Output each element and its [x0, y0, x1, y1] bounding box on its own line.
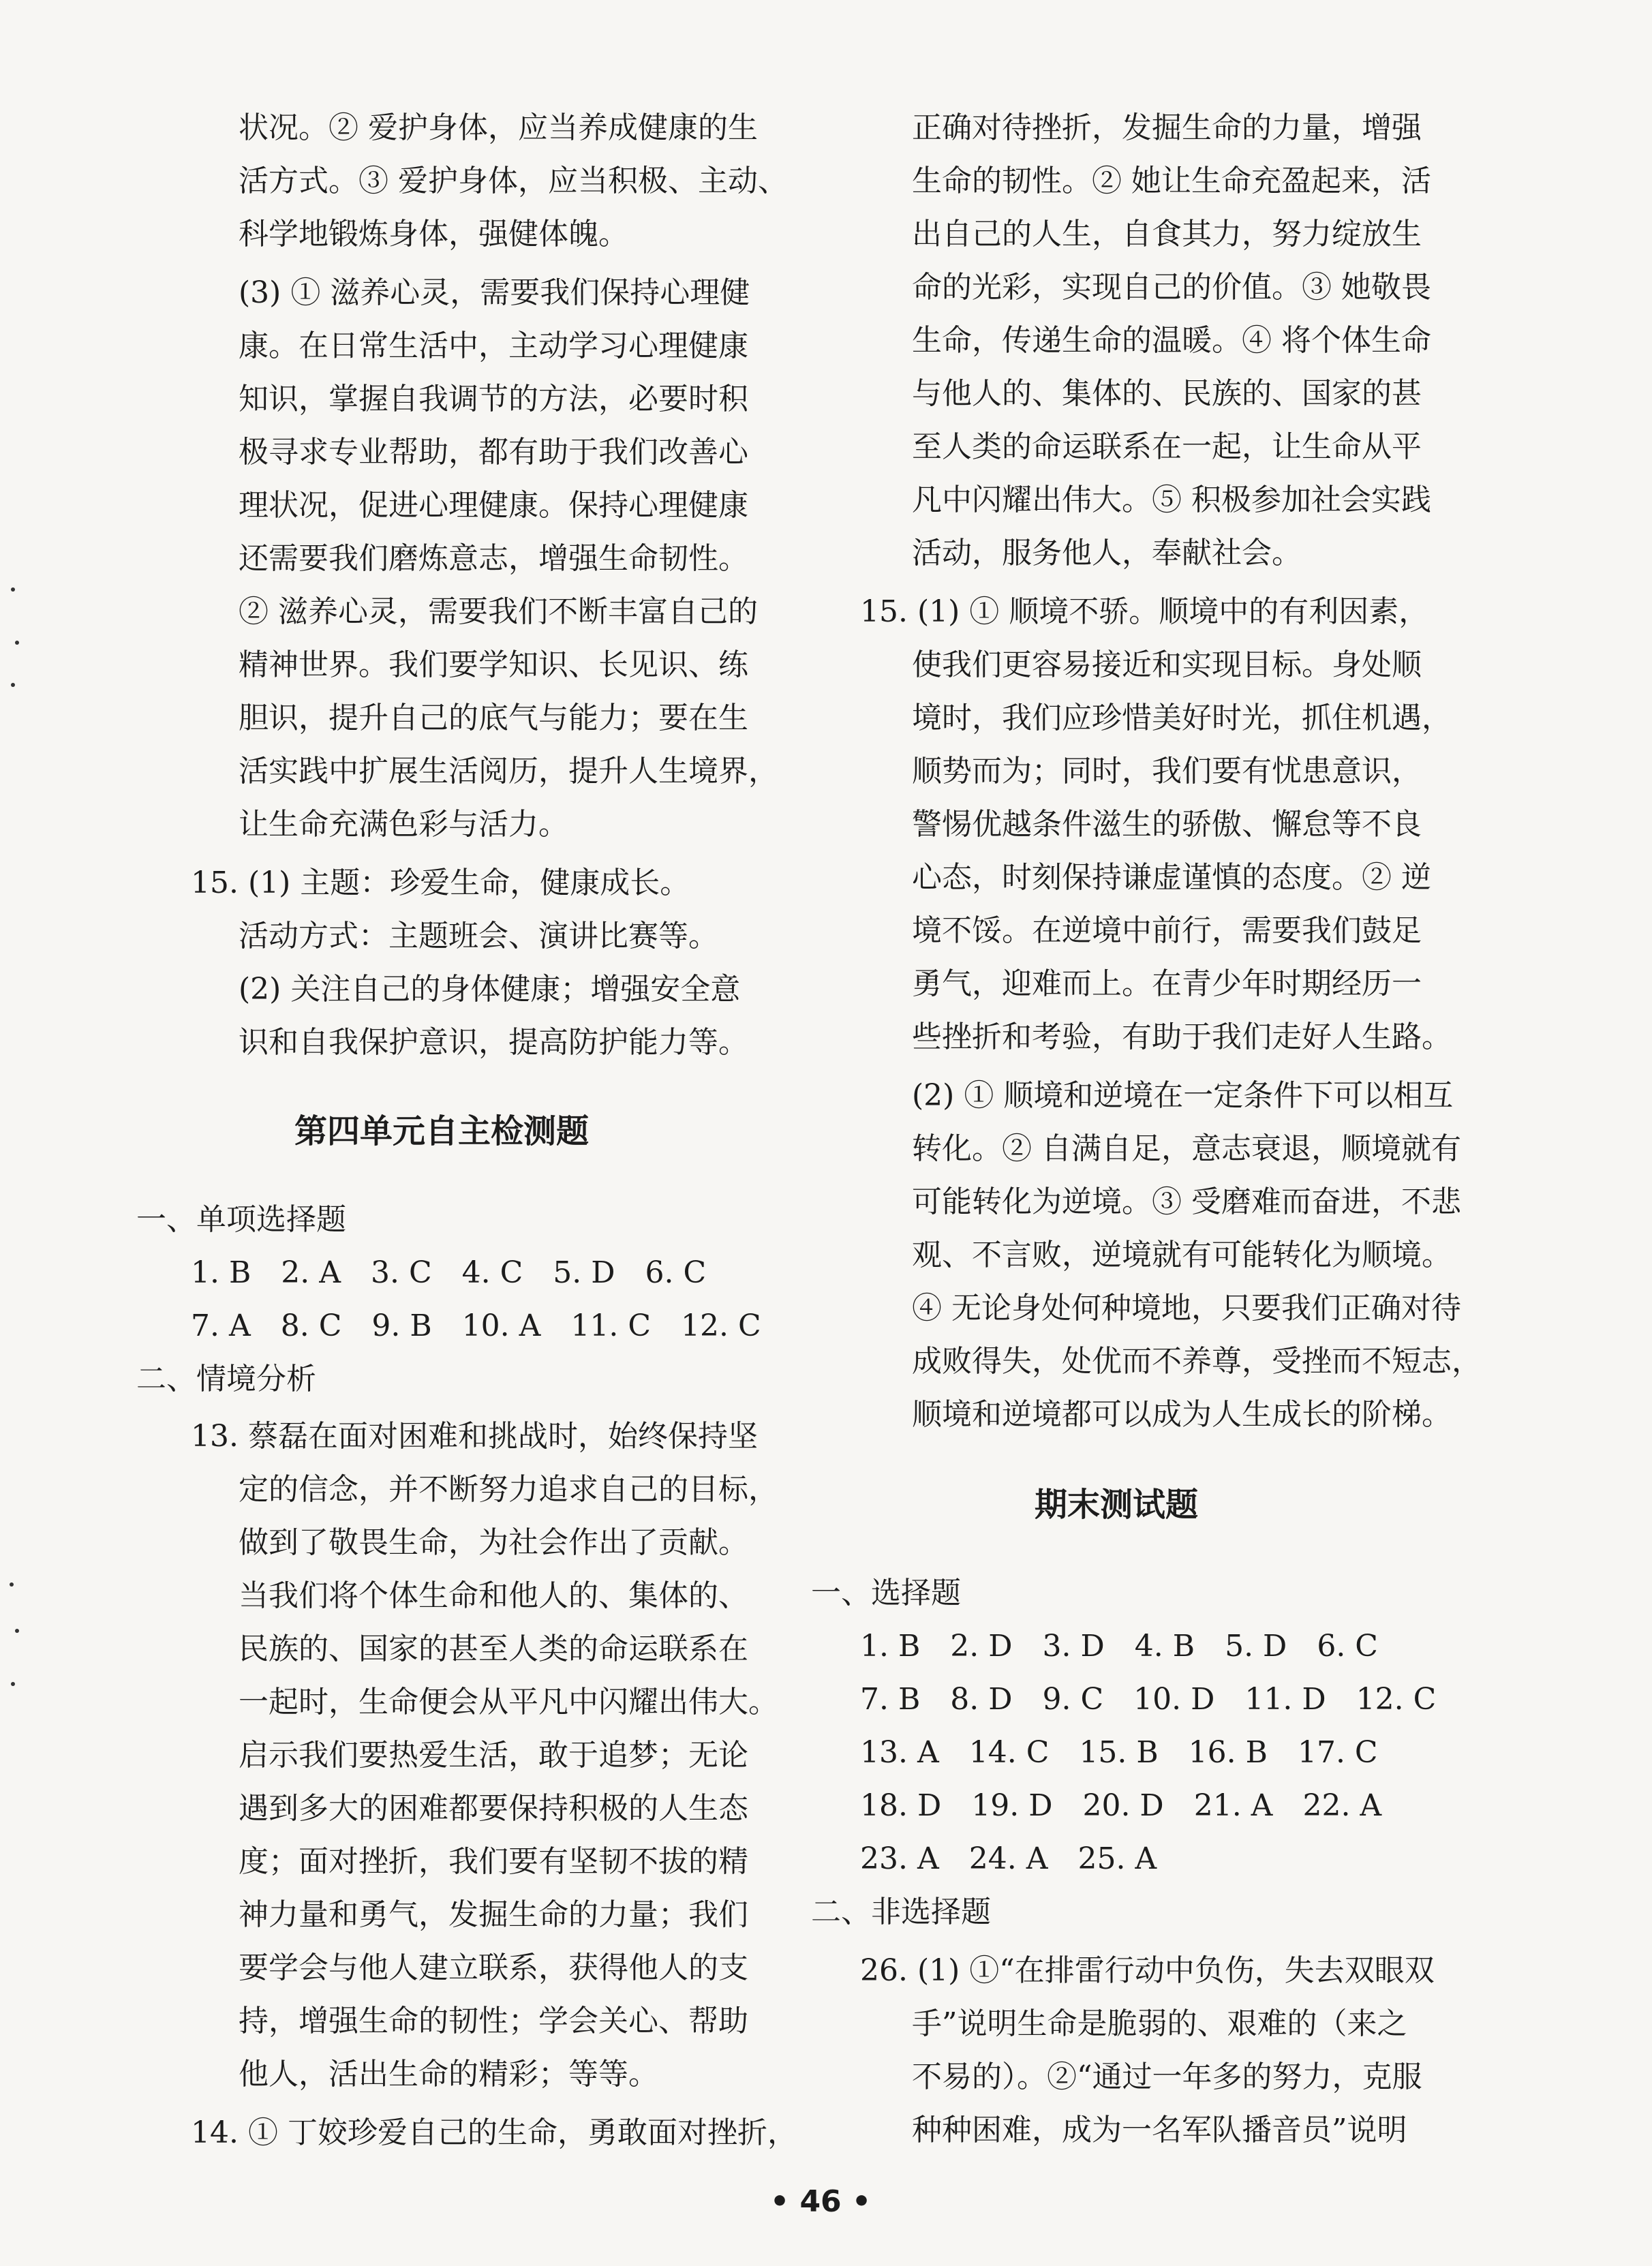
question-15: 15. (1) 主题：珍爱生命，健康成长。 — [191, 866, 690, 900]
text-line: (3) ① 滋养心灵，需要我们保持心理健 — [239, 275, 750, 310]
text-line: 顺势而为；同时，我们要有忧患意识， — [912, 754, 1422, 788]
text-line: 不易的）。②“通过一年多的努力，克服 — [912, 2060, 1422, 2094]
text-line: 心态，时刻保持谦虚谨慎的态度。② 逆 — [912, 860, 1431, 895]
text-line: 些挫折和考验，有助于我们走好人生路。 — [912, 1020, 1452, 1054]
text-line: 手”说明生命是脆弱的、艰难的（来之 — [912, 2006, 1407, 2041]
text-line: 定的信念，并不断努力追求自己的目标， — [239, 1472, 778, 1507]
answer-row: 13. A 14. C 15. B 16. B 17. C — [860, 1735, 1378, 1770]
text-line: 种种困难，成为一名军队播音员”说明 — [912, 2113, 1407, 2147]
scan-speck — [15, 641, 19, 645]
section-title: 一、选择题 — [811, 1576, 961, 1610]
text-line: 理状况，促进心理健康。保持心理健康 — [239, 488, 748, 523]
text-line: 至人类的命运联系在一起，让生命从平 — [912, 429, 1422, 464]
answer-row: 1. B 2. A 3. C 4. C 5. D 6. C — [191, 1255, 707, 1290]
section-heading: 第四单元自主检测题 — [294, 1112, 590, 1150]
text-line: 极寻求专业帮助，都有助于我们改善心 — [239, 435, 748, 470]
text-line: 识和自我保护意识，提高防护能力等。 — [239, 1025, 748, 1060]
scan-speck — [11, 587, 15, 592]
text-line: 一起时，生命便会从平凡中闪耀出伟大。 — [239, 1685, 778, 1719]
text-line: 正确对待挫折，发掘生命的力量，增强 — [912, 110, 1422, 145]
answer-row: 23. A 24. A 25. A — [860, 1841, 1157, 1876]
text-line: 科学地锻炼身体，强健体魄。 — [239, 217, 628, 251]
text-line: 勇气，迎难而上。在青少年时期经历一 — [912, 966, 1422, 1001]
scan-speck — [11, 683, 15, 687]
text-line: 知识，掌握自我调节的方法，必要时积 — [239, 382, 748, 416]
text-line: ④ 无论身处何种境地，只要我们正确对待 — [912, 1291, 1461, 1326]
text-line: 遇到多大的困难都要保持积极的人生态 — [239, 1791, 748, 1826]
text-line: 与他人的、集体的、民族的、国家的甚 — [912, 376, 1422, 411]
text-line: 活动，服务他人，奉献社会。 — [912, 536, 1302, 570]
answer-row: 7. A 8. C 9. B 10. A 11. C 12. C — [191, 1308, 761, 1343]
text-line: 活实践中扩展生活阅历，提升人生境界， — [239, 754, 778, 788]
text-line: 他人，活出生命的精彩；等等。 — [239, 2057, 658, 2092]
text-line: 转化。② 自满自足，意志衰退，顺境就有 — [912, 1131, 1461, 1166]
text-line: 让生命充满色彩与活力。 — [239, 807, 568, 842]
page-number: • 46 • — [770, 2184, 872, 2219]
text-line: 警惕优越条件滋生的骄傲、懈怠等不良 — [912, 807, 1422, 842]
text-line: 顺境和逆境都可以成为人生成长的阶梯。 — [912, 1397, 1452, 1432]
question-15-right: 15. (1) ① 顺境不骄。顺境中的有利因素， — [860, 594, 1429, 629]
text-line: 持，增强生命的韧性；学会关心、帮助 — [239, 2004, 748, 2038]
text-line: 境时，我们应珍惜美好时光，抓住机遇， — [912, 701, 1452, 735]
text-line: 康。在日常生活中，主动学习心理健康 — [239, 328, 748, 363]
scan-speck — [11, 1682, 15, 1686]
text-line: 状况。② 爱护身体，应当养成健康的生 — [239, 110, 758, 145]
text-line: 观、不言败，逆境就有可能转化为顺境。 — [912, 1238, 1452, 1272]
text-line: 胆识，提升自己的底气与能力；要在生 — [239, 701, 748, 735]
text-line: 使我们更容易接近和实现目标。身处顺 — [912, 647, 1422, 682]
question-14: 14. ① 丁姣珍爱自己的生命，勇敢面对挫折， — [191, 2115, 797, 2150]
text-line: 境不馁。在逆境中前行，需要我们鼓足 — [912, 913, 1422, 948]
text-line: 度；面对挫折，我们要有坚韧不拔的精 — [239, 1844, 748, 1879]
text-line: 当我们将个体生命和他人的、集体的、 — [239, 1578, 748, 1613]
text-line: 要学会与他人建立联系，获得他人的支 — [239, 1950, 748, 1985]
answer-row: 18. D 19. D 20. D 21. A 22. A — [860, 1788, 1382, 1823]
text-line: (2) 关注自己的身体健康；增强安全意 — [239, 972, 741, 1007]
scan-speck — [15, 1629, 19, 1633]
text-line: 出自己的人生，自食其力，努力绽放生 — [912, 217, 1422, 251]
text-line: 神力量和勇气，发掘生命的力量；我们 — [239, 1897, 748, 1932]
text-line: ② 滋养心灵，需要我们不断丰富自己的 — [239, 594, 758, 629]
text-line: 精神世界。我们要学知识、长见识、练 — [239, 647, 748, 682]
text-line: 凡中闪耀出伟大。⑤ 积极参加社会实践 — [912, 483, 1431, 517]
text-line: 生命，传递生命的温暖。④ 将个体生命 — [912, 323, 1431, 358]
section-title: 二、情境分析 — [136, 1362, 316, 1396]
answer-row: 1. B 2. D 3. D 4. B 5. D 6. C — [860, 1629, 1378, 1664]
question-13: 13. 蔡磊在面对困难和挑战时，始终保持坚 — [191, 1419, 758, 1454]
text-line: 成败得失，处优而不养尊，受挫而不短志， — [912, 1344, 1482, 1379]
scan-speck — [10, 1582, 14, 1587]
text-line: 还需要我们磨炼意志，增强生命韧性。 — [239, 541, 748, 576]
text-line: 启示我们要热爱生活，敢于追梦；无论 — [239, 1738, 748, 1773]
text-line: 可能转化为逆境。③ 受磨难而奋进，不悲 — [912, 1184, 1461, 1219]
section-title: 一、单项选择题 — [136, 1202, 346, 1237]
text-line: 民族的、国家的甚至人类的命运联系在 — [239, 1632, 748, 1666]
section-heading: 期末测试题 — [1035, 1486, 1199, 1524]
text-line: (2) ① 顺境和逆境在一定条件下可以相互 — [912, 1078, 1454, 1113]
text-line: 生命的韧性。② 她让生命充盈起来，活 — [912, 164, 1431, 198]
text-line: 活动方式：主题班会、演讲比赛等。 — [239, 919, 718, 953]
section-title: 二、非选择题 — [811, 1895, 991, 1929]
text-line: 做到了敬畏生命，为社会作出了贡献。 — [239, 1525, 748, 1560]
answer-row: 7. B 8. D 9. C 10. D 11. D 12. C — [860, 1682, 1437, 1717]
text-line: 命的光彩，实现自己的价值。③ 她敬畏 — [912, 270, 1431, 305]
text-line: 活方式。③ 爱护身体，应当积极、主动、 — [239, 164, 788, 198]
question-26: 26. (1) ①“在排雷行动中负伤，失去双眼双 — [860, 1953, 1435, 1988]
